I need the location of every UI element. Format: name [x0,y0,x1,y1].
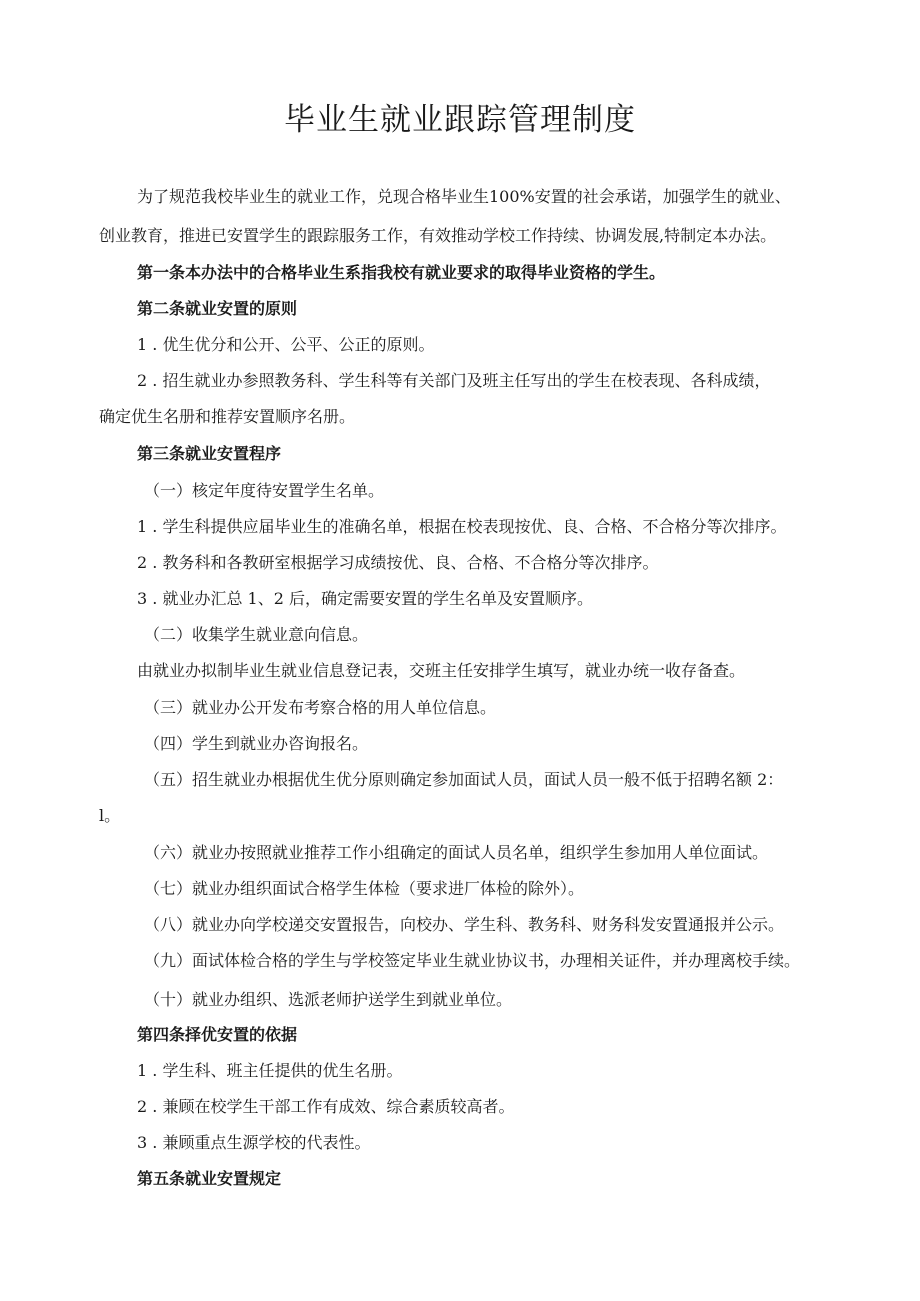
article-3-section-5: （五）招生就业办根据优生优分原则确定参加面试人员，面试人员一般不低于招聘名额 2： [144,770,784,789]
intro-line-1: 为了规范我校毕业生的就业工作，兑现合格毕业生100%安置的社会承诺，加强学生的就业、 [137,187,791,206]
article-3-section-3: （三）就业办公开发布考察合格的用人单位信息。 [144,698,497,717]
article-2-item-1: 1 . 优生优分和公开、公平、公正的原则。 [137,335,435,354]
article-3-section-2-text: 由就业办拟制毕业生就业信息登记表，交班主任安排学生填写，就业办统一收存备查。 [137,661,746,680]
document-title: 毕业生就业跟踪管理制度 [284,102,636,138]
article-3-section-5-cont: l。 [99,806,121,825]
article-3-section-8: （八）就业办向学校递交安置报告，向校办、学生科、教务科、财务科发安置通报并公示。 [144,915,785,934]
article-2-item-2: 2 . 招生就业办参照教务科、学生科等有关部门及班主任写出的学生在校表现、各科成绩， [137,371,771,390]
article-3-section-6: （六）就业办按照就业推荐工作小组确定的面试人员名单，组织学生参加用人单位面试。 [144,843,769,862]
article-3-section-7: （七）就业办组织面试合格学生体检（要求进厂体检的除外）。 [144,879,585,898]
article-3-section-10: （十）就业办组织、选派老师护送学生到就业单位。 [144,990,513,1009]
article-3-heading: 第三条就业安置程序 [137,444,282,463]
intro-line-2: 创业教育，推进已安置学生的跟踪服务工作，有效推动学校工作持续、协调发展,特制定本办法。 [99,226,777,245]
article-3-section-9: （九）面试体检合格的学生与学校签定毕业生就业协议书，办理相关证件，并办理离校手续。 [144,951,801,970]
article-2-item-2-cont: 确定优生名册和推荐安置顺序名册。 [99,407,356,426]
article-5-heading: 第五条就业安置规定 [137,1169,282,1188]
article-3-section-1: （一）核定年度待安置学生名单。 [144,481,385,500]
article-3-section-4: （四）学生到就业办咨询报名。 [144,734,369,753]
article-4-item-1: 1 . 学生科、班主任提供的优生名册。 [137,1061,403,1080]
article-3-section-1-item-2: 2 . 教务科和各教研室根据学习成绩按优、良、合格、不合格分等次排序。 [137,553,659,572]
article-4-item-3: 3 . 兼顾重点生源学校的代表性。 [137,1133,371,1152]
article-1: 第一条本办法中的合格毕业生系指我校有就业要求的取得毕业资格的学生。 [137,263,666,282]
article-4-heading: 第四条择优安置的依据 [137,1025,298,1044]
article-3-section-2: （二）收集学生就业意向信息。 [144,625,369,644]
article-4-item-2: 2 . 兼顾在校学生干部工作有成效、综合素质较高者。 [137,1097,515,1116]
article-2-heading: 第二条就业安置的原则 [137,299,298,318]
article-3-section-1-item-3: 3 . 就业办汇总 1、2 后，确定需要安置的学生名单及安置顺序。 [137,589,593,608]
article-3-section-1-item-1: 1 . 学生科提供应届毕业生的准确名单，根据在校表现按优、良、合格、不合格分等次排序。 [137,517,787,536]
